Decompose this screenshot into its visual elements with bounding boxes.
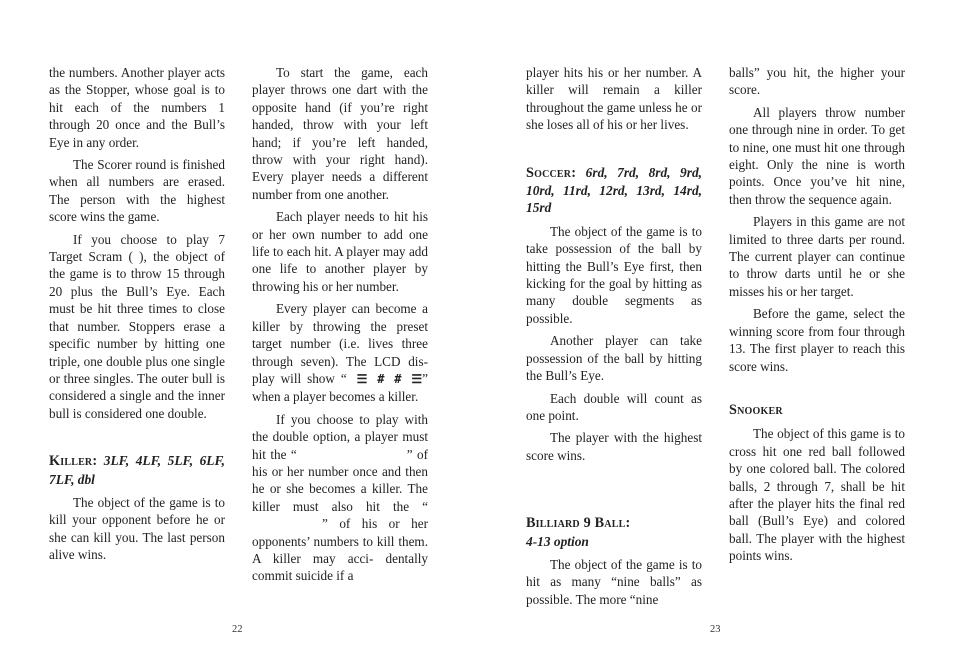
page-number-left: 22 xyxy=(232,624,243,635)
paragraph: balls” you hit, the higher your score. xyxy=(729,65,905,98)
paragraph: The Scorer round is finished when all numbers are erased. The person with the highest score wins the game. xyxy=(49,157,225,225)
lcd-display-glyphs: ☰ # # ☰ xyxy=(346,371,423,386)
paragraph: Each player needs to hit his or her own number to add one life to each hit. A player may add one life to another player by throwing his or her number. xyxy=(252,209,428,294)
paragraph: Before the game, select the winning score from four through 13. The first player to reach this score wins. xyxy=(729,306,905,374)
section-options: 3LF, 4LF, 5LF, 6LF, 7LF, dbl xyxy=(49,453,225,487)
left-page-column-1 xyxy=(49,64,225,569)
paragraph: The player with the highest score wins. xyxy=(526,430,702,463)
killer-heading xyxy=(49,452,225,488)
right-page-column-1 xyxy=(526,64,702,613)
paragraph: All players throw number one through nine in order. To get to nine, one must hit one through eight. Only the nine is worth points. Once you’ve hit nine, then throw the sequence again. xyxy=(729,104,905,207)
paragraph: The object of the game is to hit as many “nine balls” as possible. The more “nine xyxy=(526,556,702,607)
text-segment: ” when a player becomes a killer. xyxy=(252,370,428,405)
text-segment: ” of his or her opponents’ numbers to kill them. A killer may acci- dentally commit suicide if a xyxy=(252,516,428,584)
paragraph: The object of the game is to kill your opponent before he or she can kill you. The last person alive wins. xyxy=(49,494,225,563)
paragraph: player hits his or her number. A killer will remain a killer throughout the game unless he or she loses all of his or her lives. xyxy=(526,65,702,133)
section-title: Soccer: xyxy=(526,164,577,181)
section-title: Billiard 9 Ball: xyxy=(526,515,631,532)
left-page-column-2 xyxy=(252,64,428,590)
section-options: 6rd, 7rd, 8rd, 9rd, 10rd, 11rd, 12rd, 13rd, 14rd, 15rd xyxy=(526,164,702,216)
paragraph: If you choose to play 7 Target Scram ( ), the object of the game is to throw 15 through 20 plus the Bull’s Eye. Each must be hit three times to close that number. Stoppers erase a specific number by hitting one triple, one double plus one single or three singles. The outer bull is considered a single and the inner bull is considered one double. xyxy=(49,231,225,421)
section-options: 4-13 option xyxy=(526,533,589,549)
section-title: Snooker xyxy=(729,401,783,418)
paragraph xyxy=(252,300,428,405)
paragraph: The object of this game is to cross hit one red ball followed by one colored ball. The colored balls, 2 through 7, shall be hit after the player hits the final red ball (Bull’s Eye) and colored ball. The player with the highest points wins. xyxy=(729,426,905,564)
snooker-heading xyxy=(729,401,905,419)
page-number-right: 23 xyxy=(710,624,721,635)
paragraph: The object of the game is to take possession of the ball by hitting the Bull’s Eye first, then kicking for the goal by hitting as many double segments as possible. xyxy=(526,223,702,326)
billiard-heading xyxy=(526,514,702,550)
text-segment: If you choose to play with the double option, a player must hit the “ xyxy=(252,411,428,462)
paragraph: Each double will count as one point. xyxy=(526,390,702,423)
text-segment: ” of his or her number once and then he or she becomes a killer. The killer must also hit the “ xyxy=(252,446,428,514)
paragraph: the numbers. Another player acts as the Stopper, whose goal is to hit each of the numbers 1 through 20 once and the Bull’s Eye in any order. xyxy=(49,65,225,150)
paragraph: Another player can take possession of the ball by hitting the Bull’s Eye. xyxy=(526,333,702,384)
paragraph xyxy=(252,411,428,585)
paragraph: To start the game, each player throws one dart with the opposite hand (if you’re right handed, throw with your left hand; if you’re left handed, throw with your right hand). Every player needs a different number from one another. xyxy=(252,65,428,202)
right-page-column-2 xyxy=(729,64,905,570)
text-segment: Every player can become a killer by throwing the preset target number (i.e. lives three through seven). The LCD dis- play will show “ xyxy=(252,301,428,386)
section-title: Killer: xyxy=(49,453,98,470)
paragraph: Players in this game are not limited to three darts per round. The current player can continue to throw darts until he or she misses his or her target. xyxy=(729,214,905,299)
soccer-heading xyxy=(526,164,702,217)
